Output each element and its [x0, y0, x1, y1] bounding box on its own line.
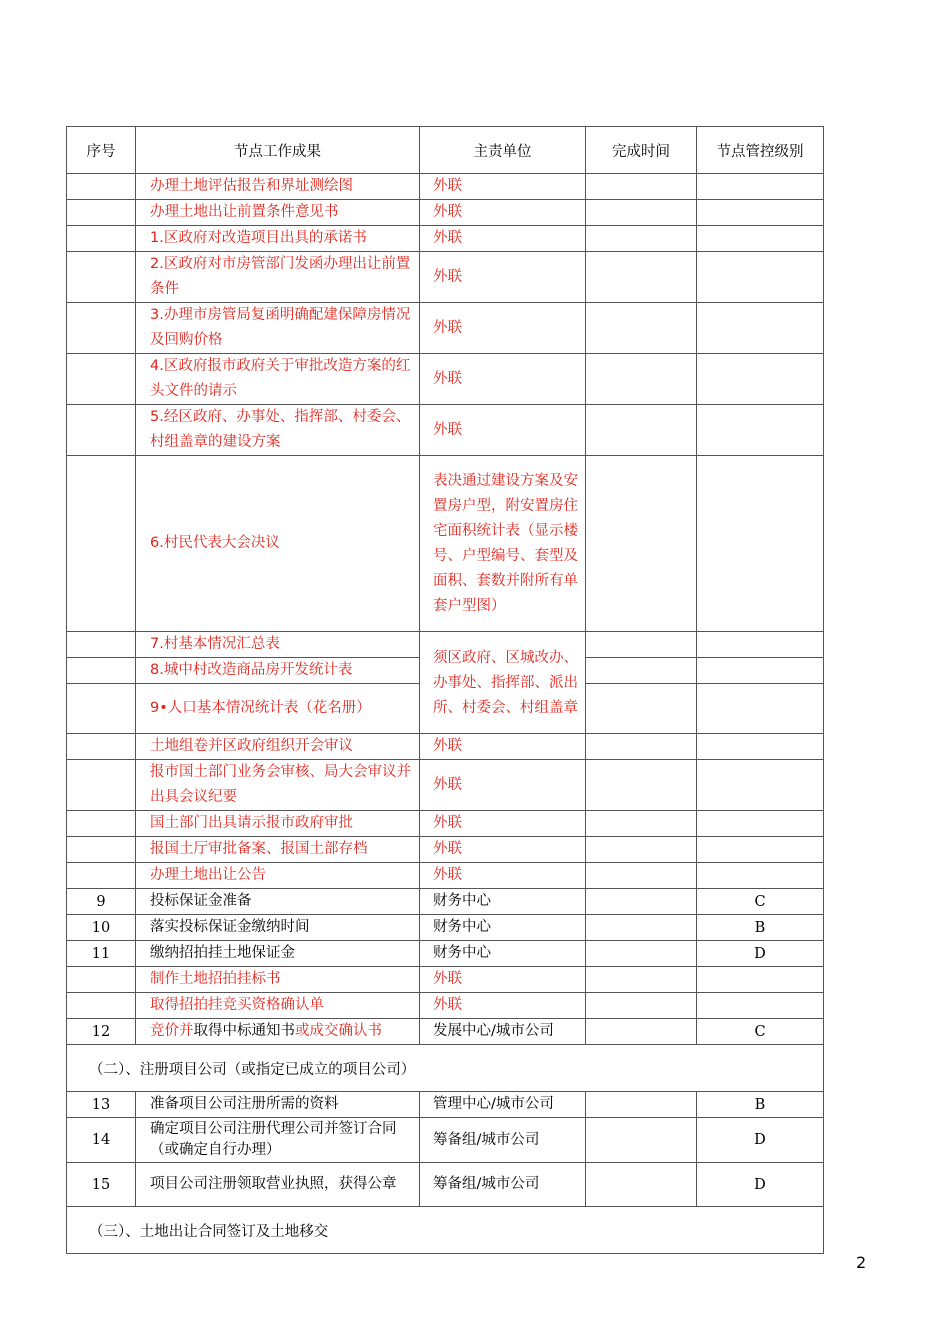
table-row — [67, 915, 824, 941]
row-no: 14 — [67, 1118, 136, 1163]
header-result: 节点工作成果 — [136, 127, 420, 174]
row-result: 确定项目公司注册代理公司并签订合同（或确定自行办理） — [136, 1118, 420, 1163]
row-level — [697, 760, 824, 811]
table-row — [67, 837, 824, 863]
table-row — [67, 760, 824, 811]
row-result: 5.经区政府、办事处、指挥部、村委会、村组盖章的建设方案 — [136, 405, 420, 456]
row-level — [697, 174, 824, 200]
table-row — [67, 811, 824, 837]
row-result: 落实投标保证金缴纳时间 — [136, 915, 420, 941]
result-part: 取得中标通知书 — [193, 1023, 295, 1039]
table-row — [67, 354, 824, 405]
row-result: 办理土地出让前置条件意见书 — [136, 200, 420, 226]
result-part: 或成交确认书 — [295, 1023, 382, 1039]
row-no — [67, 837, 136, 863]
row-unit: 表决通过建设方案及安置房户型，附安置房住宅面积统计表（显示楼号、户型编号、套型及面积、套数并附所有单套户型图） — [420, 456, 586, 632]
row-level — [697, 811, 824, 837]
row-time — [586, 226, 697, 252]
table-row — [67, 456, 824, 632]
row-no: 11 — [67, 941, 136, 967]
row-result: 报市国土部门业务会审核、局大会审议并出具会议纪要 — [136, 760, 420, 811]
row-no — [67, 200, 136, 226]
row-level: C — [697, 889, 824, 915]
row-result: 土地组卷并区政府组织开会审议 — [136, 734, 420, 760]
row-unit: 筹备组/城市公司 — [420, 1163, 586, 1207]
row-time — [586, 760, 697, 811]
header-level: 节点管控级别 — [697, 127, 824, 174]
row-no — [67, 174, 136, 200]
row-level: C — [697, 1019, 824, 1045]
row-unit: 发展中心/城市公司 — [420, 1019, 586, 1045]
header-unit: 主责单位 — [420, 127, 586, 174]
header-time: 完成时间 — [586, 127, 697, 174]
row-level — [697, 226, 824, 252]
row-result — [136, 1019, 420, 1045]
row-no — [67, 734, 136, 760]
row-time — [586, 993, 697, 1019]
row-result: 准备项目公司注册所需的资料 — [136, 1092, 420, 1118]
row-level — [697, 837, 824, 863]
row-no — [67, 456, 136, 632]
row-unit: 外联 — [420, 252, 586, 303]
row-no — [67, 760, 136, 811]
row-unit: 须区政府、区城改办、办事处、指挥部、派出所、村委会、村组盖章 — [420, 632, 586, 734]
row-no — [67, 967, 136, 993]
row-unit: 外联 — [420, 734, 586, 760]
row-time — [586, 967, 697, 993]
row-level: D — [697, 1118, 824, 1163]
table-row — [67, 941, 824, 967]
row-unit: 管理中心/城市公司 — [420, 1092, 586, 1118]
row-time — [586, 1092, 697, 1118]
row-unit: 筹备组/城市公司 — [420, 1118, 586, 1163]
table-row — [67, 863, 824, 889]
row-level — [697, 252, 824, 303]
row-time — [586, 684, 697, 734]
row-no — [67, 252, 136, 303]
table-row — [67, 405, 824, 456]
table-row — [67, 1092, 824, 1118]
row-level: D — [697, 941, 824, 967]
row-result: 取得招拍挂竞买资格确认单 — [136, 993, 420, 1019]
row-result: 6.村民代表大会决议 — [136, 456, 420, 632]
row-level: B — [697, 915, 824, 941]
row-no — [67, 303, 136, 354]
row-level — [697, 456, 824, 632]
row-time — [586, 1118, 697, 1163]
row-unit: 财务中心 — [420, 941, 586, 967]
table-row — [67, 993, 824, 1019]
table-row — [67, 1019, 824, 1045]
row-time — [586, 837, 697, 863]
row-no: 12 — [67, 1019, 136, 1045]
row-time — [586, 174, 697, 200]
section-title: （三）、土地出让合同签订及土地移交 — [67, 1207, 824, 1254]
row-time — [586, 1019, 697, 1045]
row-time — [586, 1163, 697, 1207]
row-no — [67, 226, 136, 252]
table-row — [67, 967, 824, 993]
row-no — [67, 863, 136, 889]
row-time — [586, 811, 697, 837]
row-unit: 外联 — [420, 760, 586, 811]
row-time — [586, 252, 697, 303]
row-level — [697, 734, 824, 760]
row-unit: 外联 — [420, 811, 586, 837]
row-no — [67, 405, 136, 456]
table-row — [67, 889, 824, 915]
row-unit: 外联 — [420, 993, 586, 1019]
row-result: 3.办理市房管局复函明确配建保障房情况及回购价格 — [136, 303, 420, 354]
schedule-table — [66, 126, 824, 1254]
row-level: D — [697, 1163, 824, 1207]
row-time — [586, 200, 697, 226]
row-level — [697, 684, 824, 734]
row-result: 项目公司注册领取营业执照，获得公章 — [136, 1163, 420, 1207]
row-result: 投标保证金准备 — [136, 889, 420, 915]
row-level — [697, 658, 824, 684]
section-title: （二）、注册项目公司（或指定已成立的项目公司） — [67, 1045, 824, 1092]
row-unit: 财务中心 — [420, 889, 586, 915]
row-no: 10 — [67, 915, 136, 941]
row-level — [697, 632, 824, 658]
row-time — [586, 354, 697, 405]
row-result: 8.城中村改造商品房开发统计表 — [136, 658, 420, 684]
table-row — [67, 632, 824, 658]
row-time — [586, 734, 697, 760]
table-row — [67, 174, 824, 200]
header-no: 序号 — [67, 127, 136, 174]
row-no: 15 — [67, 1163, 136, 1207]
row-result: 办理土地评估报告和界址测绘图 — [136, 174, 420, 200]
row-unit: 财务中心 — [420, 915, 586, 941]
row-level — [697, 200, 824, 226]
table-header-row — [67, 127, 824, 174]
row-level — [697, 967, 824, 993]
table-row — [67, 303, 824, 354]
row-level — [697, 863, 824, 889]
row-result: 制作土地招拍挂标书 — [136, 967, 420, 993]
row-no — [67, 354, 136, 405]
row-time — [586, 405, 697, 456]
row-no — [67, 811, 136, 837]
section-row — [67, 1207, 824, 1254]
table-row — [67, 200, 824, 226]
table-row — [67, 1118, 824, 1163]
page-number: 2 — [856, 1253, 867, 1272]
row-result: 7.村基本情况汇总表 — [136, 632, 420, 658]
section-row — [67, 1045, 824, 1092]
row-unit: 外联 — [420, 226, 586, 252]
table-row — [67, 226, 824, 252]
row-unit: 外联 — [420, 837, 586, 863]
row-unit: 外联 — [420, 174, 586, 200]
row-result: 报国土厅审批备案、报国土部存档 — [136, 837, 420, 863]
row-unit: 外联 — [420, 303, 586, 354]
row-time — [586, 456, 697, 632]
table-row — [67, 734, 824, 760]
row-result: 国土部门出具请示报市政府审批 — [136, 811, 420, 837]
row-result: 1.区政府对改造项目出具的承诺书 — [136, 226, 420, 252]
row-time — [586, 915, 697, 941]
table-row — [67, 252, 824, 303]
row-result: 2.区政府对市房管部门发函办理出让前置条件 — [136, 252, 420, 303]
row-time — [586, 658, 697, 684]
row-time — [586, 303, 697, 354]
row-result: 4.区政府报市政府关于审批改造方案的红头文件的请示 — [136, 354, 420, 405]
result-part: 竞价并 — [150, 1023, 194, 1039]
table-row — [67, 1163, 824, 1207]
row-level — [697, 354, 824, 405]
row-unit: 外联 — [420, 967, 586, 993]
row-no — [67, 632, 136, 658]
row-time — [586, 632, 697, 658]
row-level — [697, 993, 824, 1019]
row-no — [67, 684, 136, 734]
row-level — [697, 405, 824, 456]
row-unit: 外联 — [420, 200, 586, 226]
row-unit: 外联 — [420, 863, 586, 889]
row-time — [586, 863, 697, 889]
row-no: 9 — [67, 889, 136, 915]
row-time — [586, 889, 697, 915]
row-result: 缴纳招拍挂土地保证金 — [136, 941, 420, 967]
row-unit: 外联 — [420, 405, 586, 456]
row-level — [697, 303, 824, 354]
row-no: 13 — [67, 1092, 136, 1118]
row-level: B — [697, 1092, 824, 1118]
row-no — [67, 658, 136, 684]
row-result: 办理土地出让公告 — [136, 863, 420, 889]
row-unit: 外联 — [420, 354, 586, 405]
row-result: 9•人口基本情况统计表（花名册） — [136, 684, 420, 734]
row-time — [586, 941, 697, 967]
row-no — [67, 993, 136, 1019]
